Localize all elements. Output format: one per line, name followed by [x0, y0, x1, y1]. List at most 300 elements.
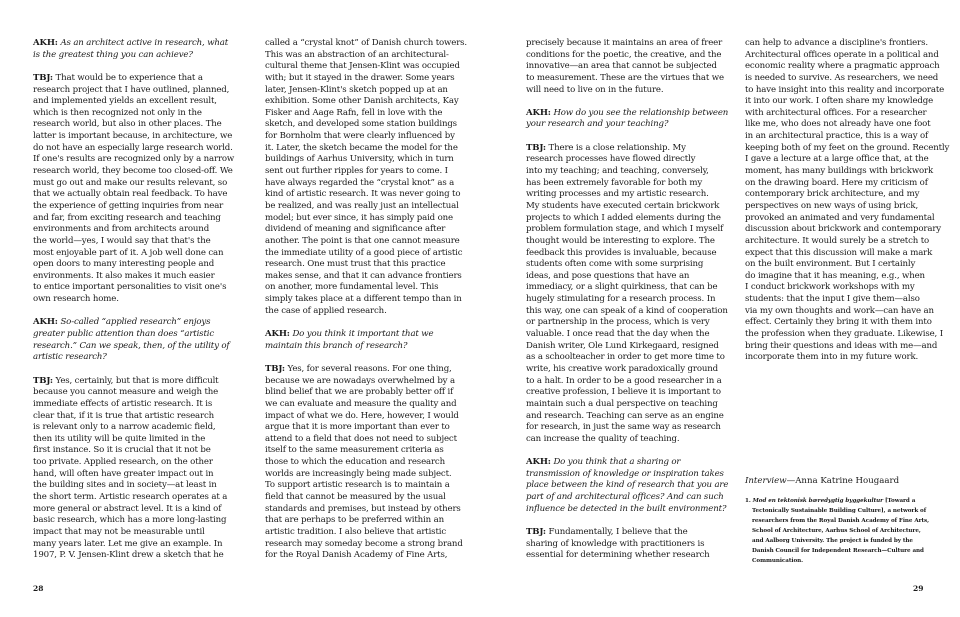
answer-text: standards and premises, but instead by others [265, 503, 461, 514]
answer-text: sharing of knowledge with practitioners is [526, 538, 705, 549]
answer-text: Danish writer, Ole Lund Kirkegaard, resigned [526, 340, 719, 351]
text-line [745, 108, 955, 120]
answer-text: via my own thoughts and work—can have an [745, 305, 934, 316]
text-line [745, 329, 955, 341]
answer-text: too private. Applied research, on the other [33, 457, 213, 468]
answer-text: incorporate them into in my future work. [745, 352, 919, 363]
page-number-left: 28 [33, 584, 44, 593]
answer-text: into my teaching; and teaching, conversely, [526, 166, 709, 177]
answer-text: Yes, for several reasons. For one thing, [287, 363, 452, 374]
interview-question [265, 329, 491, 352]
answer-text: environments and from architects around [33, 224, 210, 235]
question-text: How do you see the relationship between [553, 107, 729, 118]
answer-text: it. Later, the sketch became the model for the [265, 142, 458, 153]
answer-text: To support artistic research is to maintain a [265, 480, 450, 491]
text-line [526, 539, 752, 551]
text-line [745, 38, 955, 50]
answer-text: research world, but also in other places. The [33, 119, 222, 130]
text-line [265, 457, 491, 469]
text-line [745, 248, 955, 260]
question-text: artistic research? [33, 352, 107, 363]
text-line [745, 317, 955, 329]
text-line [526, 119, 752, 131]
answer-text: with; but it stayed in the drawer. Some years [265, 72, 455, 83]
text-line [33, 411, 259, 423]
text-line [33, 166, 259, 178]
text-line [526, 166, 752, 178]
text-line [265, 492, 491, 504]
answer-text: on the drawing board. Here my criticism of [745, 177, 928, 188]
text-line [33, 445, 259, 457]
interview-question [33, 38, 259, 61]
text-line [265, 201, 491, 213]
answer-text: That would be to experience that a [55, 72, 203, 83]
text-line [265, 399, 491, 411]
answer-text: on the built environment. But I certainly [745, 259, 916, 270]
answer-text: has been extremely favorable for both my [526, 177, 703, 188]
answer-text: later, Jensen-Klint's sketch popped up at an [265, 84, 448, 95]
text-line [526, 317, 752, 329]
text-line [265, 329, 491, 341]
text-line [745, 61, 955, 73]
text-line [526, 306, 752, 318]
answer-text: expect that this discussion will make a mark [745, 247, 933, 258]
answer-text: There is a close relationship. My [548, 142, 686, 153]
text-line [265, 282, 491, 294]
question-text: influence be detected in the built environment? [526, 503, 727, 514]
text-line [745, 166, 955, 178]
text-line [265, 515, 491, 527]
answer-text: for Bornholm that were clearly influenced by [265, 131, 455, 142]
answer-text: with architectural offices. For a researcher [745, 107, 927, 118]
text-line [745, 85, 955, 97]
text-line [265, 504, 491, 516]
answer-text: I gave a lecture at a large office that, at the [745, 154, 929, 165]
paragraph-gap [526, 96, 752, 108]
answer-text: that are perhaps to be preferred within an [265, 515, 444, 526]
answer-text: feedback this provides is invaluable, because [526, 247, 717, 258]
answer-text: to have insight into this reality and incorporate [745, 84, 945, 95]
answer-text: the building sites and in society—at least in [33, 480, 217, 491]
answer-text: problem formulation stage, and which I myself [526, 224, 724, 235]
text-line [33, 294, 259, 306]
answer-text: ideas, and pose questions that have an [526, 270, 690, 281]
answer-text: precisely because it maintains an area of freer [526, 38, 723, 48]
answer-text: to measurement. These are the virtues that we [526, 72, 724, 83]
text-line [33, 178, 259, 190]
answer-text: buildings of Aarhus University, which in turn [265, 154, 454, 165]
text-line [745, 282, 955, 294]
answer-text: then its utility will be quite limited in the [33, 433, 206, 444]
answer-text: to a halt. In order to be a good researcher in a [526, 375, 722, 386]
text-line [526, 341, 752, 353]
text-line [265, 434, 491, 446]
answer-text: bring their questions and ideas with me—and [745, 340, 938, 351]
answer-text: writing processes and my artistic research. [526, 189, 709, 200]
text-line [526, 352, 752, 364]
answer-text: worlds are increasingly being made subject. [265, 468, 452, 479]
paragraph-gap [526, 131, 752, 143]
answer-text: on another, more fundamental level. This [265, 282, 439, 293]
answer-text: sketch, and developed some station buildings [265, 119, 457, 130]
question-text: your research and your teaching? [526, 119, 669, 130]
answer-text: and research. Teaching can serve as an engine [526, 410, 724, 421]
text-line [265, 411, 491, 423]
footnote-line: Danish Council for Independent Research—Culture and [752, 548, 924, 554]
answer-text: research world, they become too closed-off. We [33, 166, 233, 177]
text-line [745, 306, 955, 318]
answer-text: thought would be interesting to explore. The [526, 235, 715, 246]
answer-text: field that cannot be measured by the usual [265, 491, 446, 502]
question-text: So-called “applied research” enjoys [60, 317, 211, 328]
speaker-label: AKH: [265, 329, 290, 340]
paragraph-gap [265, 352, 491, 364]
question-text: Do you think that a sharing or [553, 457, 681, 468]
footnote [745, 496, 955, 566]
text-line [33, 282, 259, 294]
answer-text: impact of what we do. Here, however, I would [265, 410, 459, 421]
answer-text: is relevant only to a narrow academic field, [33, 422, 216, 433]
answer-text: many years later. Let me give an example. In [33, 538, 223, 549]
answer-text: or partnership in the process, which is very [526, 317, 710, 328]
question-text: As an architect active in research, what [60, 38, 229, 48]
text-line [745, 294, 955, 306]
answer-text: provoked an animated and very fundamental [745, 212, 935, 223]
answer-text: This was an abstraction of an architectural- [265, 49, 449, 60]
interview-answer [33, 376, 259, 562]
answer-text: hand, will often have greater impact out in [33, 468, 214, 479]
credit-separator: — [786, 476, 796, 486]
text-line [265, 85, 491, 97]
text-line [745, 271, 955, 283]
answer-text: environments. It also makes it much easier [33, 270, 215, 281]
answer-text: those to which the education and research [265, 457, 445, 468]
paragraph-gap [33, 61, 259, 73]
text-line [745, 341, 955, 353]
footnote-line: Communication. [752, 558, 804, 564]
text-line [265, 306, 491, 318]
text-line [526, 213, 752, 225]
text-line [526, 154, 752, 166]
interview-answer [526, 527, 752, 562]
text-line [526, 550, 752, 562]
text-line [526, 259, 752, 271]
answer-text: the immediate utility of a good piece of artistic [265, 247, 463, 258]
answer-text: more general or abstract level. It is a kind of [33, 503, 222, 514]
answer-text: have always regarded the “crystal knot” as a [265, 177, 455, 188]
answer-text: like me, who does not already have one foot [745, 119, 931, 130]
text-line [745, 178, 955, 190]
footnote-line: Tectonically Sustainable Building Culture], a network of [752, 508, 927, 514]
text-line [265, 445, 491, 457]
text-line [265, 527, 491, 539]
question-text: transmission of knowledge or inspiration takes [526, 468, 724, 479]
text-line [526, 294, 752, 306]
text-line [745, 154, 955, 166]
text-line [526, 108, 752, 120]
answer-text: open doors to many interesting people and [33, 259, 215, 270]
answer-text: clear that, if it is true that artistic research [33, 410, 214, 421]
question-text: is the greatest thing you can achieve? [33, 49, 193, 60]
interview-credit [745, 476, 899, 486]
answer-text: economic reality where a pragmatic approach [745, 61, 940, 72]
speaker-label: AKH: [33, 317, 58, 328]
text-line [265, 364, 491, 376]
text-line [33, 50, 259, 62]
answer-text: simply takes place at a different tempo than in [265, 294, 462, 305]
answer-text: innovative—an area that cannot be subjected [526, 61, 717, 72]
text-line [33, 329, 259, 341]
answer-text: is needed to survive. As researchers, we need [745, 72, 939, 83]
text-line [526, 178, 752, 190]
paragraph-gap [526, 445, 752, 457]
text-line [33, 271, 259, 283]
speaker-label: TBJ: [526, 526, 546, 537]
text-line [265, 154, 491, 166]
text-line [265, 166, 491, 178]
text-line [265, 539, 491, 551]
text-line [33, 422, 259, 434]
text-line [526, 224, 752, 236]
credit-name: Anna Katrine Hougaard [795, 476, 900, 486]
text-line [33, 119, 259, 131]
answer-text: architecture. It would surely be a stretch to [745, 235, 930, 246]
text-line [33, 492, 259, 504]
column-2 [265, 38, 491, 562]
answer-text: conditions for the poetic, the creative, and the [526, 49, 722, 60]
text-line [33, 527, 259, 539]
text-line [265, 480, 491, 492]
question-text: greater public attention than does “artistic [33, 329, 215, 340]
answer-text: effect. Certainly they bring it with them into [745, 317, 932, 328]
column-1 [33, 38, 259, 562]
answer-text: the profession when they graduate. Likewise, I [745, 329, 943, 340]
text-line [33, 143, 259, 155]
answer-text: in an architectural practice, this is a way of [745, 131, 929, 142]
text-line [526, 376, 752, 388]
text-line [526, 236, 752, 248]
text-line [265, 376, 491, 388]
answer-text: 1907, P. V. Jensen-Klint drew a sketch that he [33, 550, 224, 561]
text-line [265, 38, 491, 50]
question-text: place between the kind of research that you are [526, 480, 729, 491]
speaker-label: AKH: [526, 457, 551, 468]
text-line [265, 119, 491, 131]
text-line [33, 550, 259, 562]
paragraph-gap [33, 306, 259, 318]
answer-text: impact that may not be measurable until [33, 526, 205, 537]
text-line [745, 119, 955, 131]
answer-text: Fundamentally, I believe that the [548, 526, 688, 537]
column-3 [526, 38, 752, 562]
answer-text: My students have executed certain brickwork [526, 200, 720, 211]
text-line [745, 213, 955, 225]
text-line [265, 248, 491, 260]
interview-answer [265, 364, 491, 562]
text-line [33, 236, 259, 248]
text-line [265, 259, 491, 271]
text-line [745, 50, 955, 62]
answer-text: it into our work. I often share my knowledge [745, 96, 934, 107]
answer-text: kind of artistic research. It was never going to [265, 189, 461, 200]
text-line [265, 387, 491, 399]
footnote-title: Mod en tektonisk bæredygtig byggekultur [752, 498, 884, 504]
text-line [33, 387, 259, 399]
text-line [745, 143, 955, 155]
text-line [745, 73, 955, 85]
speaker-label: AKH: [526, 107, 551, 118]
text-line [33, 73, 259, 85]
answer-text: most enjoyable part of it. A job well done can [33, 247, 224, 258]
interview-question [526, 457, 752, 515]
column-4 [745, 38, 955, 364]
text-line [265, 108, 491, 120]
answer-text: another. The point is that one cannot measure [265, 235, 460, 246]
answer-text: latter is important because, in architecture, we [33, 131, 233, 142]
text-line [745, 131, 955, 143]
text-line [33, 201, 259, 213]
text-line [526, 271, 752, 283]
answer-text: do imagine that it has meaning, e.g., when [745, 270, 925, 281]
answer-text: valuable. I once read that the day when the [526, 329, 710, 340]
speaker-label: TBJ: [526, 142, 546, 153]
footnote-line: School of Architecture, Aarhus School of Architecture, [752, 528, 921, 534]
text-line [265, 50, 491, 62]
text-line [526, 480, 752, 492]
text-line [526, 329, 752, 341]
answer-text: artistic tradition. I also believe that artistic [265, 526, 447, 537]
paragraph-gap [526, 515, 752, 527]
text-line [33, 317, 259, 329]
text-line [526, 143, 752, 155]
text-line [33, 376, 259, 388]
text-line [265, 224, 491, 236]
answer-text: maintain such a dual perspective on teaching [526, 398, 718, 409]
speaker-label: TBJ: [265, 363, 285, 374]
text-line [265, 189, 491, 201]
answer-text: dividend of meaning and significance after [265, 224, 446, 235]
text-line [265, 131, 491, 143]
answer-text: and implemented yields an excellent result, [33, 96, 217, 107]
text-line [33, 96, 259, 108]
answer-text: essential for determining whether research [526, 550, 710, 561]
question-text: maintain this branch of research? [265, 340, 408, 351]
text-line [745, 352, 955, 364]
answer-text: Architectural offices operate in a political and [745, 49, 939, 60]
answer-text: will need to live on in the future. [526, 84, 664, 95]
text-line [526, 492, 752, 504]
speaker-label: AKH: [33, 38, 58, 48]
answer-text: attend to a field that does not need to subject [265, 433, 457, 444]
text-line [526, 201, 752, 213]
text-line [33, 85, 259, 97]
footnote-line [745, 496, 955, 506]
text-line [526, 282, 752, 294]
answer-text: can help to advance a discipline's frontiers. [745, 38, 928, 48]
answer-text: for the Royal Danish Academy of Fine Arts, [265, 550, 448, 561]
text-line [526, 38, 752, 50]
question-text: research.” Can we speak, then, of the utility of [33, 340, 230, 351]
answer-text: first instance. So it is crucial that it not be [33, 445, 211, 456]
interview-question [33, 317, 259, 364]
answer-text: Yes, certainly, but that is more difficult [55, 375, 219, 386]
text-line [526, 61, 752, 73]
text-line [526, 457, 752, 469]
paragraph-gap [265, 317, 491, 329]
interview-answer [526, 38, 752, 96]
answer-text: do not have an especially large research world. [33, 142, 233, 153]
text-line [745, 96, 955, 108]
answer-text: discussion about brickwork and contemporary [745, 224, 942, 235]
answer-text: research may someday become a strong brand [265, 538, 463, 549]
answer-text: can increase the quality of teaching. [526, 433, 680, 444]
answer-text: the case of applied research. [265, 305, 387, 316]
text-line [33, 504, 259, 516]
question-text: part of and architectural offices? And can such [526, 491, 724, 502]
text-line [265, 294, 491, 306]
answer-text: cultural theme that Jensen-Klint was occupied [265, 61, 460, 72]
interview-answer [745, 38, 955, 364]
answer-text: own research home. [33, 294, 119, 305]
text-line [265, 178, 491, 190]
answer-text: sent out further ripples for years to come. I [265, 166, 448, 177]
answer-text: model; but ever since, it has simply paid one [265, 212, 453, 223]
answer-text: students often come with some surprising [526, 259, 704, 270]
answer-text: for research, in just the same way as research [526, 422, 721, 433]
text-line [33, 434, 259, 446]
footnote-line: and Aalborg University. The project is funded by the [752, 538, 913, 544]
answer-text: creative profession, I believe it is important to [526, 387, 721, 398]
text-line [33, 480, 259, 492]
question-text: Do you think it important that we [292, 329, 434, 340]
answer-text: If one's results are recognized only by a narrow [33, 154, 235, 165]
answer-text: I conduct brickwork workshops with my [745, 282, 915, 293]
answer-text: research project that I have outlined, planned, [33, 84, 230, 95]
text-line [265, 236, 491, 248]
text-line [526, 469, 752, 481]
text-line [745, 189, 955, 201]
answer-text: argue that it is more important than ever to [265, 422, 450, 433]
answer-text: makes sense, and that it can advance frontiers [265, 270, 462, 281]
text-line [265, 213, 491, 225]
text-line [265, 143, 491, 155]
answer-text: immediate effects of artistic research. It is [33, 398, 213, 409]
text-line [33, 38, 259, 50]
answer-text: must go out and make our results relevant, so [33, 177, 228, 188]
interview-answer [33, 73, 259, 306]
text-line [526, 73, 752, 85]
text-line [526, 399, 752, 411]
answer-text: the short term. Artistic research operates at a [33, 491, 228, 502]
answer-text: itself to the same measurement criteria as [265, 445, 444, 456]
text-line [33, 213, 259, 225]
text-line [265, 469, 491, 481]
interview-question [526, 108, 752, 131]
interview-answer [265, 38, 491, 317]
text-line [745, 201, 955, 213]
answer-text: be realized, and was really just an intellectual [265, 200, 459, 211]
text-line [265, 271, 491, 283]
text-line [265, 550, 491, 562]
answer-text: keeping both of my feet on the ground. Recently [745, 142, 950, 153]
answer-text: called a “crystal knot” of Danish church towers. [265, 38, 467, 48]
text-line [33, 131, 259, 143]
text-line [526, 504, 752, 516]
text-line [526, 422, 752, 434]
answer-text: students: that the input I give them—also [745, 294, 920, 305]
text-line [33, 352, 259, 364]
text-line [33, 539, 259, 551]
